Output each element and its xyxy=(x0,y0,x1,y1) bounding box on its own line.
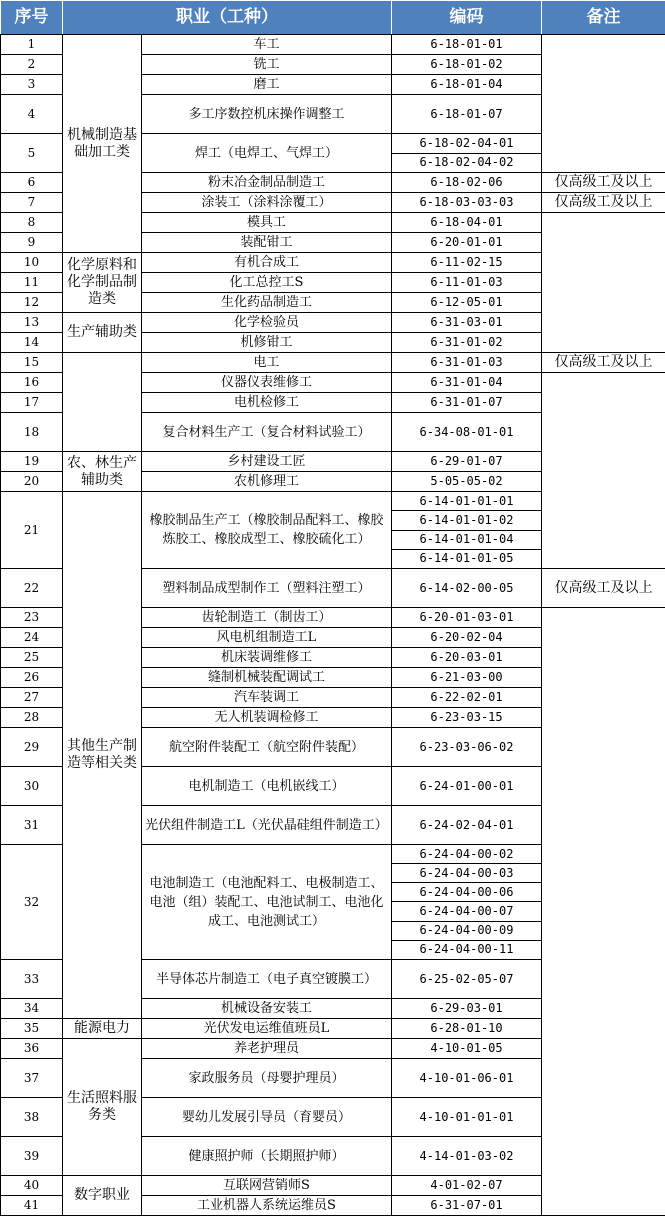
row-seq: 32 xyxy=(1,845,63,960)
occupation-code: 6-24-04-00-06 xyxy=(392,883,542,902)
occupation-code: 6-14-01-01-04 xyxy=(392,530,542,549)
occupation-code: 6-23-03-15 xyxy=(392,708,542,728)
occupation-name: 汽车装调工 xyxy=(142,688,392,708)
category-cell: 其他生产制造等相关类 xyxy=(63,492,142,1019)
header-occupation: 职业（工种） xyxy=(63,1,392,35)
occupation-name: 农机修理工 xyxy=(142,472,392,492)
table-body xyxy=(1,35,665,1216)
occupation-code: 6-18-04-01 xyxy=(392,213,542,233)
row-seq: 21 xyxy=(1,492,63,569)
occupation-name: 缝制机械装配调试工 xyxy=(142,668,392,688)
occupation-code: 6-31-07-01 xyxy=(392,1196,542,1216)
occupation-code: 6-31-01-07 xyxy=(392,393,542,413)
category-cell: 生活照料服务类 xyxy=(63,1039,142,1176)
header-note: 备注 xyxy=(542,1,665,35)
occupation-code: 6-25-02-05-07 xyxy=(392,960,542,999)
occupation-code: 5-05-05-02 xyxy=(392,472,542,492)
occupation-name: 半导体芯片制造工（电子真空镀膜工） xyxy=(142,960,392,999)
header-code: 编码 xyxy=(392,1,542,35)
occupation-name: 机修钳工 xyxy=(142,333,392,353)
row-seq: 13 xyxy=(1,313,63,333)
occupation-name: 无人机装调检修工 xyxy=(142,708,392,728)
occupation-name: 互联网营销师S xyxy=(142,1176,392,1196)
category-cell xyxy=(63,353,142,452)
occupation-code: 6-12-05-01 xyxy=(392,293,542,313)
occupation-code: 6-20-02-04 xyxy=(392,628,542,648)
category-cell: 数字职业 xyxy=(63,1176,142,1216)
row-seq: 38 xyxy=(1,1098,63,1137)
occupation-name: 电池制造工（电池配料工、电极制造工、电池（组）装配工、电池试制工、电池化成工、电池测试工） xyxy=(142,845,392,960)
row-seq: 14 xyxy=(1,333,63,353)
occupation-name: 电机检修工 xyxy=(142,393,392,413)
row-seq: 16 xyxy=(1,373,63,393)
row-seq: 19 xyxy=(1,452,63,472)
occupation-code: 4-10-01-06-01 xyxy=(392,1059,542,1098)
occupation-code: 6-20-01-03-01 xyxy=(392,608,542,628)
occupation-code: 6-18-01-01 xyxy=(392,35,542,55)
occupation-code: 4-10-01-05 xyxy=(392,1039,542,1059)
note-cell xyxy=(542,373,665,569)
occupation-name: 车工 xyxy=(142,35,392,55)
occupation-code: 6-18-02-06 xyxy=(392,173,542,193)
category-cell: 机械制造基础加工类 xyxy=(63,35,142,253)
occupation-code: 6-20-01-01 xyxy=(392,233,542,253)
note-cell: 仅高级工及以上 xyxy=(542,193,665,213)
occupation-code: 4-01-02-07 xyxy=(392,1176,542,1196)
occupation-name: 光伏发电运维值班员L xyxy=(142,1019,392,1039)
occupation-name: 电机制造工（电机嵌线工） xyxy=(142,767,392,806)
occupation-name: 齿轮制造工（制齿工） xyxy=(142,608,392,628)
row-seq: 26 xyxy=(1,668,63,688)
occupation-code: 6-18-03-03-03 xyxy=(392,193,542,213)
occupation-code: 6-31-03-01 xyxy=(392,313,542,333)
occupation-code: 6-29-03-01 xyxy=(392,999,542,1019)
occupation-code: 6-14-01-01-05 xyxy=(392,549,542,568)
occupation-name: 粉末冶金制品制造工 xyxy=(142,173,392,193)
occupation-code: 6-23-03-06-02 xyxy=(392,728,542,767)
note-cell: 仅高级工及以上 xyxy=(542,353,665,373)
row-seq: 10 xyxy=(1,253,63,273)
row-seq: 29 xyxy=(1,728,63,767)
note-cell xyxy=(542,213,665,353)
occupation-name: 家政服务员（母婴护理员） xyxy=(142,1059,392,1098)
occupation-name: 橡胶制品生产工（橡胶制品配料工、橡胶炼胶工、橡胶成型工、橡胶硫化工） xyxy=(142,492,392,569)
row-seq: 1 xyxy=(1,35,63,55)
occupation-code: 6-24-04-00-11 xyxy=(392,940,542,959)
row-seq: 2 xyxy=(1,55,63,75)
table-header-row xyxy=(1,1,665,35)
row-seq: 18 xyxy=(1,413,63,452)
occupation-code: 6-18-02-04-01 xyxy=(392,134,542,154)
row-seq: 9 xyxy=(1,233,63,253)
row-seq: 17 xyxy=(1,393,63,413)
category-cell: 化学原料和化学制品制造类 xyxy=(63,253,142,313)
occupation-name: 航空附件装配工（航空附件装配） xyxy=(142,728,392,767)
occupation-name: 焊工（电焊工、气焊工） xyxy=(142,134,392,173)
row-seq: 30 xyxy=(1,767,63,806)
occupation-code: 6-29-01-07 xyxy=(392,452,542,472)
occupation-code: 6-31-01-04 xyxy=(392,373,542,393)
note-cell: 仅高级工及以上 xyxy=(542,569,665,608)
occupation-name: 光伏组件制造工L（光伏晶硅组件制造工） xyxy=(142,806,392,845)
occupation-name: 机床装调维修工 xyxy=(142,648,392,668)
row-seq: 22 xyxy=(1,569,63,608)
occupation-code: 6-14-01-01-01 xyxy=(392,492,542,511)
row-seq: 39 xyxy=(1,1137,63,1176)
occupation-code: 4-14-01-03-02 xyxy=(392,1137,542,1176)
table-row xyxy=(1,35,665,55)
occupation-name: 仪器仪表维修工 xyxy=(142,373,392,393)
row-seq: 5 xyxy=(1,134,63,173)
occupation-code: 6-18-01-04 xyxy=(392,75,542,95)
note-cell xyxy=(542,608,665,1216)
row-seq: 20 xyxy=(1,472,63,492)
row-seq: 34 xyxy=(1,999,63,1019)
row-seq: 36 xyxy=(1,1039,63,1059)
occupation-code: 6-24-04-00-07 xyxy=(392,902,542,921)
row-seq: 37 xyxy=(1,1059,63,1098)
row-seq: 27 xyxy=(1,688,63,708)
row-seq: 31 xyxy=(1,806,63,845)
row-seq: 33 xyxy=(1,960,63,999)
row-seq: 40 xyxy=(1,1176,63,1196)
row-seq: 41 xyxy=(1,1196,63,1216)
occupation-code: 6-34-08-01-01 xyxy=(392,413,542,452)
occupation-name: 装配钳工 xyxy=(142,233,392,253)
occupation-code: 6-24-02-04-01 xyxy=(392,806,542,845)
row-seq: 3 xyxy=(1,75,63,95)
occupation-name: 机械设备安装工 xyxy=(142,999,392,1019)
occupation-name: 风电机组制造工L xyxy=(142,628,392,648)
occupation-name: 生化药品制造工 xyxy=(142,293,392,313)
occupation-code: 6-22-02-01 xyxy=(392,688,542,708)
row-seq: 28 xyxy=(1,708,63,728)
occupation-name: 塑料制品成型制作工（塑料注塑工） xyxy=(142,569,392,608)
occupation-code: 6-18-01-02 xyxy=(392,55,542,75)
row-seq: 25 xyxy=(1,648,63,668)
occupation-code: 6-24-01-00-01 xyxy=(392,767,542,806)
category-cell: 能源电力 xyxy=(63,1019,142,1039)
occupation-name: 乡村建设工匠 xyxy=(142,452,392,472)
occupation-name: 铣工 xyxy=(142,55,392,75)
occupation-name: 涂装工（涂料涂覆工） xyxy=(142,193,392,213)
table-row xyxy=(1,353,665,373)
occupation-name: 模具工 xyxy=(142,213,392,233)
occupation-code: 6-31-01-03 xyxy=(392,353,542,373)
occupation-name: 有机合成工 xyxy=(142,253,392,273)
occupation-name: 磨工 xyxy=(142,75,392,95)
occupation-code: 6-31-01-02 xyxy=(392,333,542,353)
occupation-code: 6-24-04-00-03 xyxy=(392,864,542,883)
occupation-name: 婴幼儿发展引导员（育婴员） xyxy=(142,1098,392,1137)
occupation-name: 多工序数控机床操作调整工 xyxy=(142,95,392,134)
occupation-code: 6-24-04-00-09 xyxy=(392,921,542,940)
row-seq: 12 xyxy=(1,293,63,313)
occupation-name: 复合材料生产工（复合材料试验工） xyxy=(142,413,392,452)
row-seq: 4 xyxy=(1,95,63,134)
row-seq: 11 xyxy=(1,273,63,293)
occupation-code: 6-20-03-01 xyxy=(392,648,542,668)
occupation-code: 6-28-01-10 xyxy=(392,1019,542,1039)
row-seq: 8 xyxy=(1,213,63,233)
watermark xyxy=(3,1159,47,1171)
occupation-code: 6-11-01-03 xyxy=(392,273,542,293)
occupation-code: 6-18-02-04-02 xyxy=(392,153,542,173)
header-seq: 序号 xyxy=(1,1,63,35)
occupation-name: 电工 xyxy=(142,353,392,373)
category-cell: 生产辅助类 xyxy=(63,313,142,353)
occupation-code: 6-24-04-00-02 xyxy=(392,845,542,864)
occupation-name: 化学检验员 xyxy=(142,313,392,333)
occupation-code: 6-11-02-15 xyxy=(392,253,542,273)
occupation-code: 4-10-01-01-01 xyxy=(392,1098,542,1137)
occupation-code: 6-14-02-00-05 xyxy=(392,569,542,608)
occupation-name: 养老护理员 xyxy=(142,1039,392,1059)
row-seq: 35 xyxy=(1,1019,63,1039)
row-seq: 6 xyxy=(1,173,63,193)
note-cell xyxy=(542,35,665,173)
category-cell: 农、林生产辅助类 xyxy=(63,452,142,492)
note-cell: 仅高级工及以上 xyxy=(542,173,665,193)
row-seq: 24 xyxy=(1,628,63,648)
occupation-name: 工业机器人系统运维员S xyxy=(142,1196,392,1216)
row-seq: 15 xyxy=(1,353,63,373)
occupation-code: 6-14-01-01-02 xyxy=(392,511,542,530)
occupation-name: 化工总控工S xyxy=(142,273,392,293)
occupation-code: 6-21-03-00 xyxy=(392,668,542,688)
occupation-code: 6-18-01-07 xyxy=(392,95,542,134)
occupation-name: 健康照护师（长期照护师） xyxy=(142,1137,392,1176)
row-seq: 7 xyxy=(1,193,63,213)
row-seq: 23 xyxy=(1,608,63,628)
